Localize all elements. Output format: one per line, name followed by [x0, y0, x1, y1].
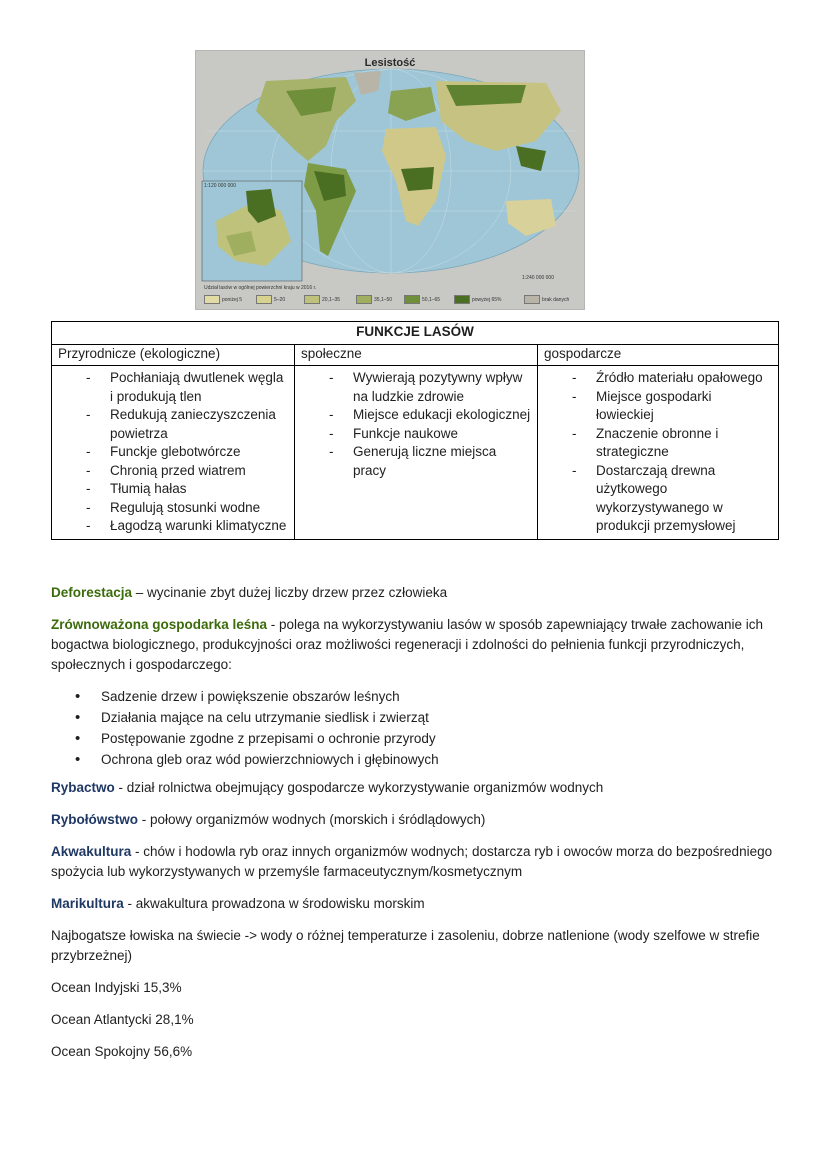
- list-item: • Sadzenie drzew i powiększenie obszarów leśnych: [51, 686, 781, 707]
- column-header-spoleczne: społeczne: [295, 345, 538, 366]
- list-item: - Tłumią hałas: [53, 480, 293, 499]
- ocean-share-atlantic: Ocean Atlantycki 28,1%: [51, 1012, 194, 1027]
- column-spoleczne: [295, 366, 538, 540]
- list-item: - Dostarczają drewna użytkowego wykorzystywanego w produkcji przemysłowej: [539, 462, 777, 536]
- legend-swatch: [256, 295, 272, 304]
- definition-deforestacja: Deforestacja – wycinanie zbyt dużej liczby drzew przez człowieka: [51, 585, 448, 600]
- legend-swatch: [404, 295, 420, 304]
- notes-content: [51, 583, 781, 1062]
- definition-akwakultura: Akwakultura - chów i hodowla ryb oraz innych organizmów wodnych; dostarcza ryb i owoców morza do bezpośredniego spożycia lub wykorzystywanych w przemyśle farmaceutycznym/kosmetycznym: [51, 844, 773, 879]
- legend-item: 5–20: [256, 295, 285, 304]
- column-przyrodnicze: [52, 366, 295, 540]
- column-gospodarcze: [538, 366, 779, 540]
- forest-functions-table: [51, 321, 779, 540]
- list-item: - Znaczenie obronne i strategiczne: [539, 425, 777, 462]
- list-item: • Działania mające na celu utrzymanie siedlisk i zwierząt: [51, 707, 781, 728]
- term-rybactwo: Rybactwo: [51, 780, 115, 795]
- list-item: - Funkcje naukowe: [296, 425, 536, 444]
- term-akwakultura: Akwakultura: [51, 844, 132, 859]
- map-scale-label: 1:240 000 000: [522, 275, 554, 281]
- definition-rybactwo: Rybactwo - dział rolnictwa obejmujący gospodarcze wykorzystywanie organizmów wodnych: [51, 780, 604, 795]
- legend-caption: Udział lasów w ogólnej powierzchni kraju w 2016 r.: [204, 285, 317, 291]
- list-item: - Miejsce gospodarki łowieckiej: [539, 388, 777, 425]
- list-item: - Redukują zanieczyszczenia powietrza: [53, 406, 293, 443]
- legend-swatch: [524, 295, 540, 304]
- legend-item: 50,1–65: [404, 295, 440, 304]
- legend-item: brak danych: [524, 295, 569, 304]
- list-item: - Funckje glebotwórcze: [53, 443, 293, 462]
- definition-rybolowstwo: Rybołówstwo - połowy organizmów wodnych (morskich i śródlądowych): [51, 812, 486, 827]
- legend-item: 35,1–50: [356, 295, 392, 304]
- list-item: - Łagodzą warunki klimatyczne: [53, 517, 293, 536]
- term-zgl: Zrównoważona gospodarka leśna: [51, 617, 268, 632]
- legend-item: 20,1–35: [304, 295, 340, 304]
- zgl-bullet-list: [51, 686, 781, 770]
- legend-swatch: [356, 295, 372, 304]
- column-header-przyrodnicze: Przyrodnicze (ekologiczne): [52, 345, 295, 366]
- legend-item: powyżej 65%: [454, 295, 501, 304]
- ocean-share-indian: Ocean Indyjski 15,3%: [51, 980, 182, 995]
- definition-marikultura: Marikultura - akwakultura prowadzona w środowisku morskim: [51, 896, 425, 911]
- table-title: FUNKCJE LASÓW: [52, 322, 779, 345]
- column-header-gospodarcze: gospodarcze: [538, 345, 779, 366]
- term-rybolowstwo: Rybołówstwo: [51, 812, 138, 827]
- list-item: - Generują liczne miejsca pracy: [296, 443, 536, 480]
- term-deforestacja: Deforestacja: [51, 585, 133, 600]
- map-title: Lesistość: [364, 57, 416, 69]
- ocean-share-pacific: Ocean Spokojny 56,6%: [51, 1044, 193, 1059]
- legend-swatch: [204, 295, 220, 304]
- list-item: - Regulują stosunki wodne: [53, 499, 293, 518]
- list-item: • Ochrona gleb oraz wód powierzchniowych i głębinowych: [51, 749, 781, 770]
- fishing-grounds-text: Najbogatsze łowiska na świecie -> wody o różnej temperaturze i zasoleniu, dobrze natlenione (wody szelfowe w strefie przybrzeżnej): [51, 928, 760, 963]
- world-map-illustration: [196, 51, 586, 311]
- list-item: - Źródło materiału opałowego: [539, 369, 777, 388]
- list-item: - Wywierają pozytywny wpływ na ludzkie zdrowie: [296, 369, 536, 406]
- list-item: - Pochłaniają dwutlenek węgla i produkują tlen: [53, 369, 293, 406]
- map-legend: [204, 295, 578, 305]
- legend-swatch: [304, 295, 320, 304]
- legend-swatch: [454, 295, 470, 304]
- inset-scale-label: 1:120 000 000: [204, 183, 236, 189]
- forest-cover-map: [195, 50, 585, 310]
- list-item: - Miejsce edukacji ekologicznej: [296, 406, 536, 425]
- term-marikultura: Marikultura: [51, 896, 124, 911]
- list-item: • Postępowanie zgodne z przepisami o ochronie przyrody: [51, 728, 781, 749]
- list-item: - Chronią przed wiatrem: [53, 462, 293, 481]
- definition-zgl: Zrównoważona gospodarka leśna - polega na wykorzystywaniu lasów w sposób zapewniający trwałe zachowanie ich bogactwa biologicznego, produkcyjności oraz możliwości regeneracji i zdolności do pełnienia funkcji przyrodniczych, społecznych i gospodarczego:: [51, 617, 764, 672]
- legend-item: poniżej 5: [204, 295, 242, 304]
